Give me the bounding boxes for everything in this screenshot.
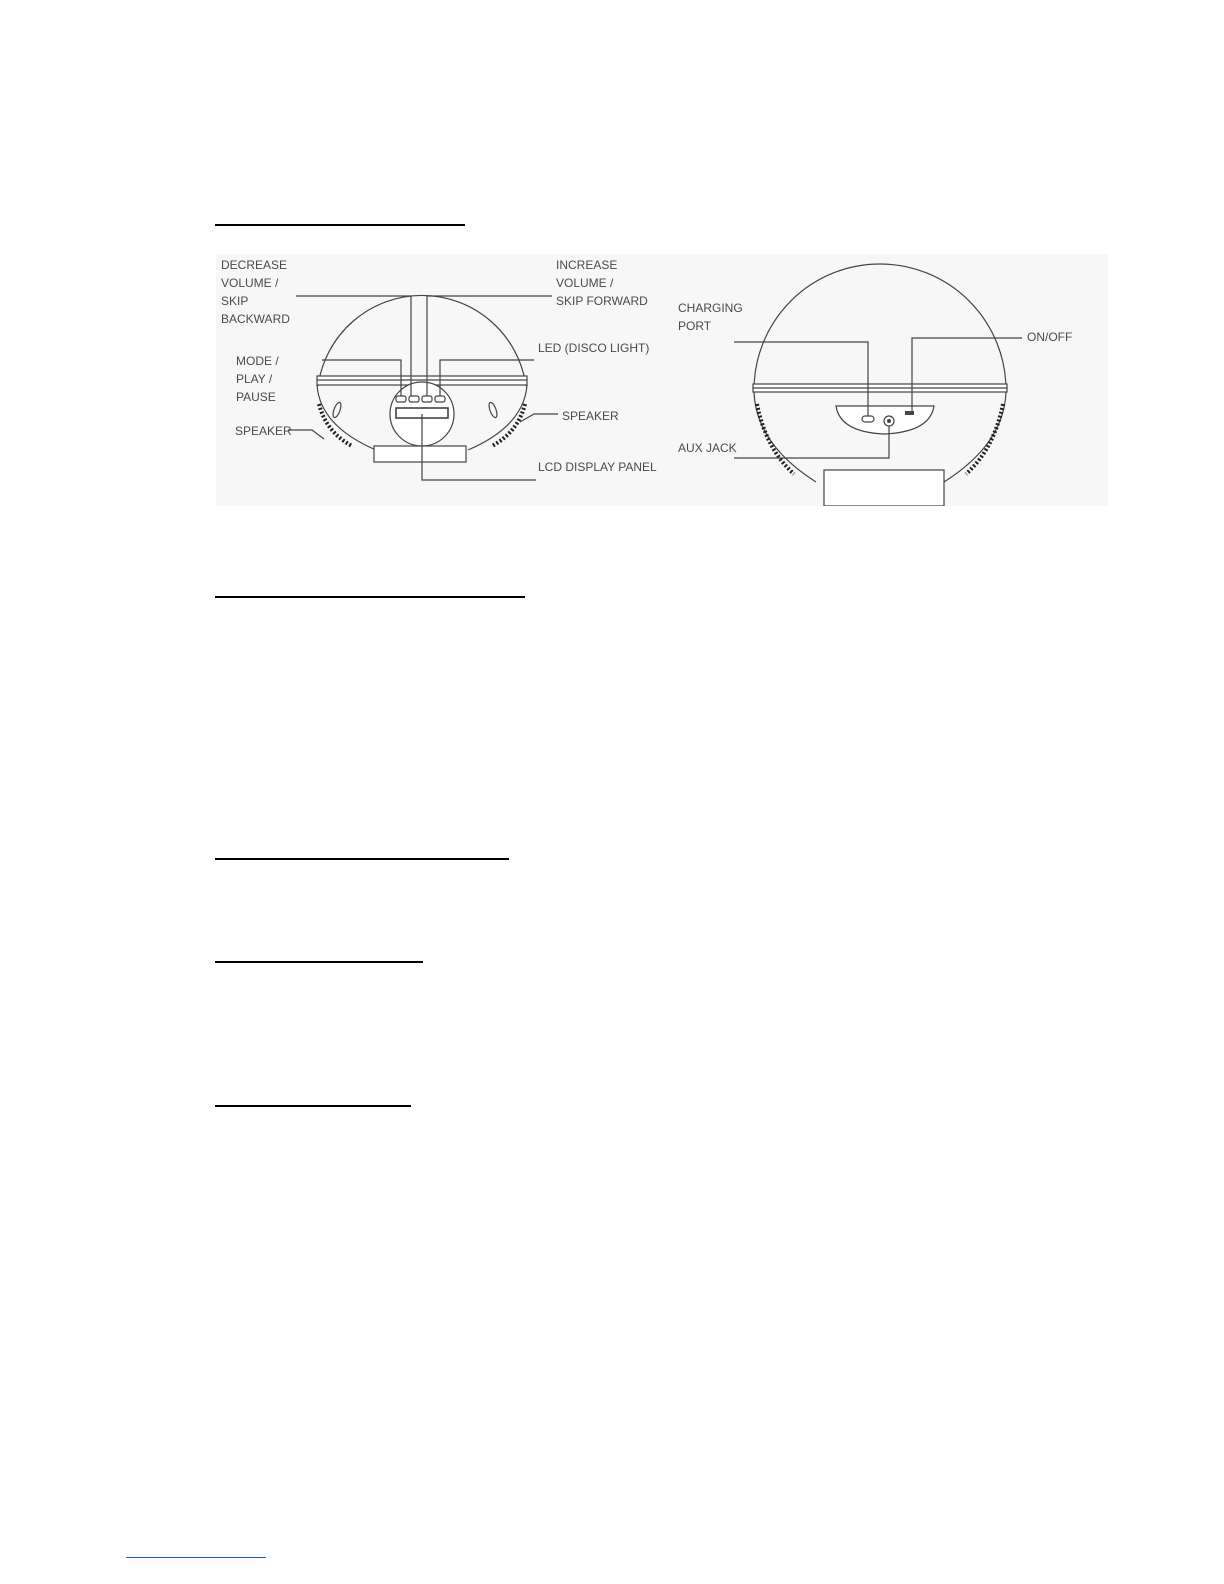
on-off-switch (905, 411, 914, 415)
increase-label: INCREASE VOLUME / SKIP FORWARD (556, 258, 648, 308)
footer-link-underline (126, 1557, 266, 1558)
speaker-left-label: SPEAKER (235, 424, 292, 438)
charging-label: CHARGING PORT (678, 301, 743, 333)
speaker-right-label: SPEAKER (562, 409, 619, 423)
decrease-label: DECREASE VOLUME / SKIP BACKWARD (221, 258, 290, 326)
section-heading-rule-3 (215, 858, 509, 860)
section-heading-rule-5 (215, 1105, 411, 1107)
section-heading-rule-1 (215, 224, 465, 226)
back-base (824, 470, 944, 506)
aux-label: AUX JACK (678, 441, 737, 455)
lcd-label: LCD DISPLAY PANEL (538, 460, 657, 474)
section-heading-rule-4 (215, 961, 423, 963)
section-heading-rule-2 (215, 596, 525, 598)
product-diagram (216, 254, 1108, 506)
front-base (374, 446, 466, 462)
led-label: LED (DISCO LIGHT) (538, 341, 650, 355)
onoff-label: ON/OFF (1027, 330, 1073, 344)
mode-label: MODE / PLAY / PAUSE (236, 354, 279, 404)
